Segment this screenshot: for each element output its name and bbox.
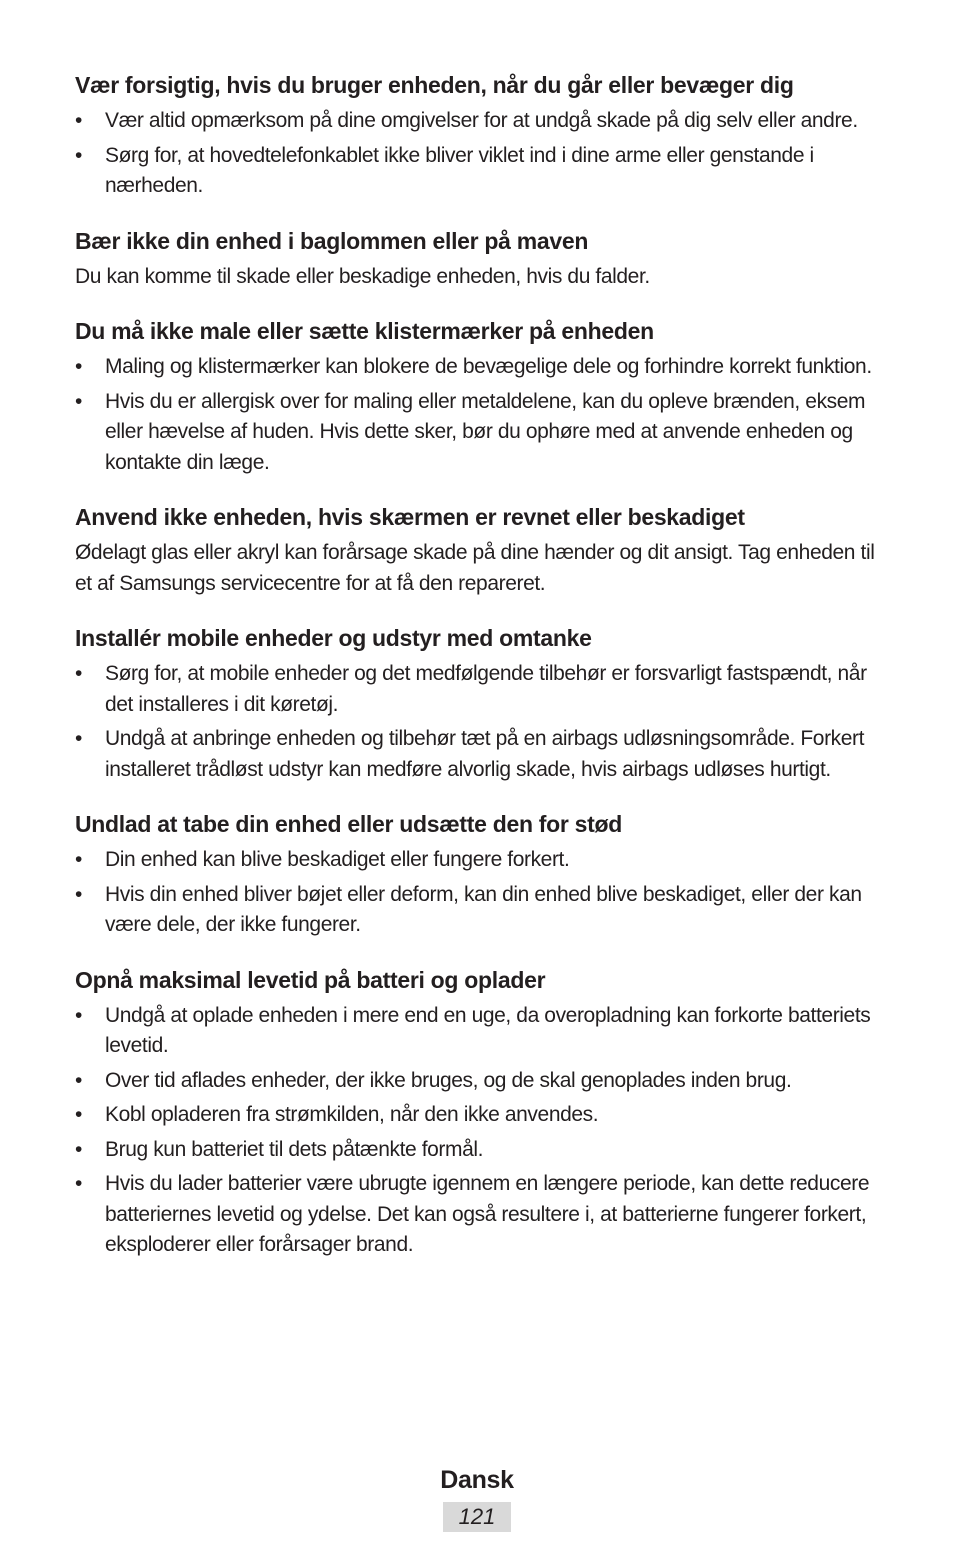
list-item: • Vær altid opmærksom på dine omgivelser for at undgå skade på dig selv eller andre. xyxy=(75,106,885,137)
language-label: Dansk xyxy=(440,1466,514,1494)
page-footer xyxy=(0,1464,954,1532)
bullet-list xyxy=(75,845,885,941)
section-heading: Installér mobile enheder og udstyr med omtanke xyxy=(75,625,592,651)
list-item: • Undgå at oplade enheden i mere end en uge, da overopladning kan forkorte batteriets levetid. xyxy=(75,1001,885,1062)
section-no-paint-stickers xyxy=(75,316,885,478)
section-cracked-screen xyxy=(75,502,885,599)
section-back-pocket xyxy=(75,226,885,293)
list-item: • Over tid aflades enheder, der ikke bruges, og de skal genoplades inden brug. xyxy=(75,1066,885,1097)
section-text: Ødelagt glas eller akryl kan forårsage skade på dine hænder og dit ansigt. Tag enheden til et af Samsungs servicecentre for at få den repareret. xyxy=(75,541,875,595)
list-item: • Hvis du lader batterier være ubrugte igennem en længere periode, kan dette reducere batteriernes levetid og ydelse. Det kan også resultere i, at batterierne fungerer forkert, eksploderer eller forårsager brand. xyxy=(75,1169,885,1261)
list-item: • Maling og klistermærker kan blokere de bevægelige dele og forhindre korrekt funktion. xyxy=(75,352,885,383)
section-heading: Opnå maksimal levetid på batteri og oplader xyxy=(75,966,546,993)
section-drop-shock xyxy=(75,809,885,941)
list-item: • Brug kun batteriet til dets påtænkte formål. xyxy=(75,1135,885,1166)
section-battery-life xyxy=(75,965,885,1261)
list-item: • Din enhed kan blive beskadiget eller fungere forkert. xyxy=(75,845,885,876)
bullet-list xyxy=(75,106,885,202)
list-item: • Kobl opladeren fra strømkilden, når den ikke anvendes. xyxy=(75,1100,885,1131)
section-heading: Bær ikke din enhed i baglommen eller på maven xyxy=(75,227,589,254)
list-item: • Hvis du er allergisk over for maling eller metaldelene, kan du opleve brænden, eksem eller hævelse af huden. Hvis dette sker, bør du ophøre med at anvende enheden og kontakte din læge. xyxy=(75,387,885,479)
bullet-list xyxy=(75,1001,885,1261)
section-heading: Anvend ikke enheden, hvis skærmen er revnet eller beskadiget xyxy=(75,504,745,530)
list-item: • Sørg for, at mobile enheder og det medfølgende tilbehør er forsvarligt fastspændt, når det installeres i dit køretøj. xyxy=(75,659,885,720)
section-walking-caution xyxy=(75,70,885,202)
list-item: • Hvis din enhed bliver bøjet eller deform, kan din enhed blive beskadiget, eller der kan være dele, der ikke fungerer. xyxy=(75,880,885,941)
section-text: Du kan komme til skade eller beskadige enheden, hvis du falder. xyxy=(75,264,650,288)
bullet-list xyxy=(75,352,885,478)
section-install-mobile xyxy=(75,623,885,785)
list-item: • Sørg for, at hovedtelefonkablet ikke bliver viklet ind i dine arme eller genstande i nærheden. xyxy=(75,141,885,202)
page-number: 121 xyxy=(443,1502,511,1532)
list-item: • Undgå at anbringe enheden og tilbehør tæt på en airbags udløsningsområde. Forkert installeret trådløst udstyr kan medføre alvorlig skade, hvis airbags udløses hurtigt. xyxy=(75,724,885,785)
document-body xyxy=(75,70,885,1285)
bullet-list xyxy=(75,659,885,785)
section-heading: Du må ikke male eller sætte klistermærker på enheden xyxy=(75,318,654,344)
section-heading: Vær forsigtig, hvis du bruger enheden, når du går eller bevæger dig xyxy=(75,72,794,98)
section-heading: Undlad at tabe din enhed eller udsætte den for stød xyxy=(75,811,622,837)
